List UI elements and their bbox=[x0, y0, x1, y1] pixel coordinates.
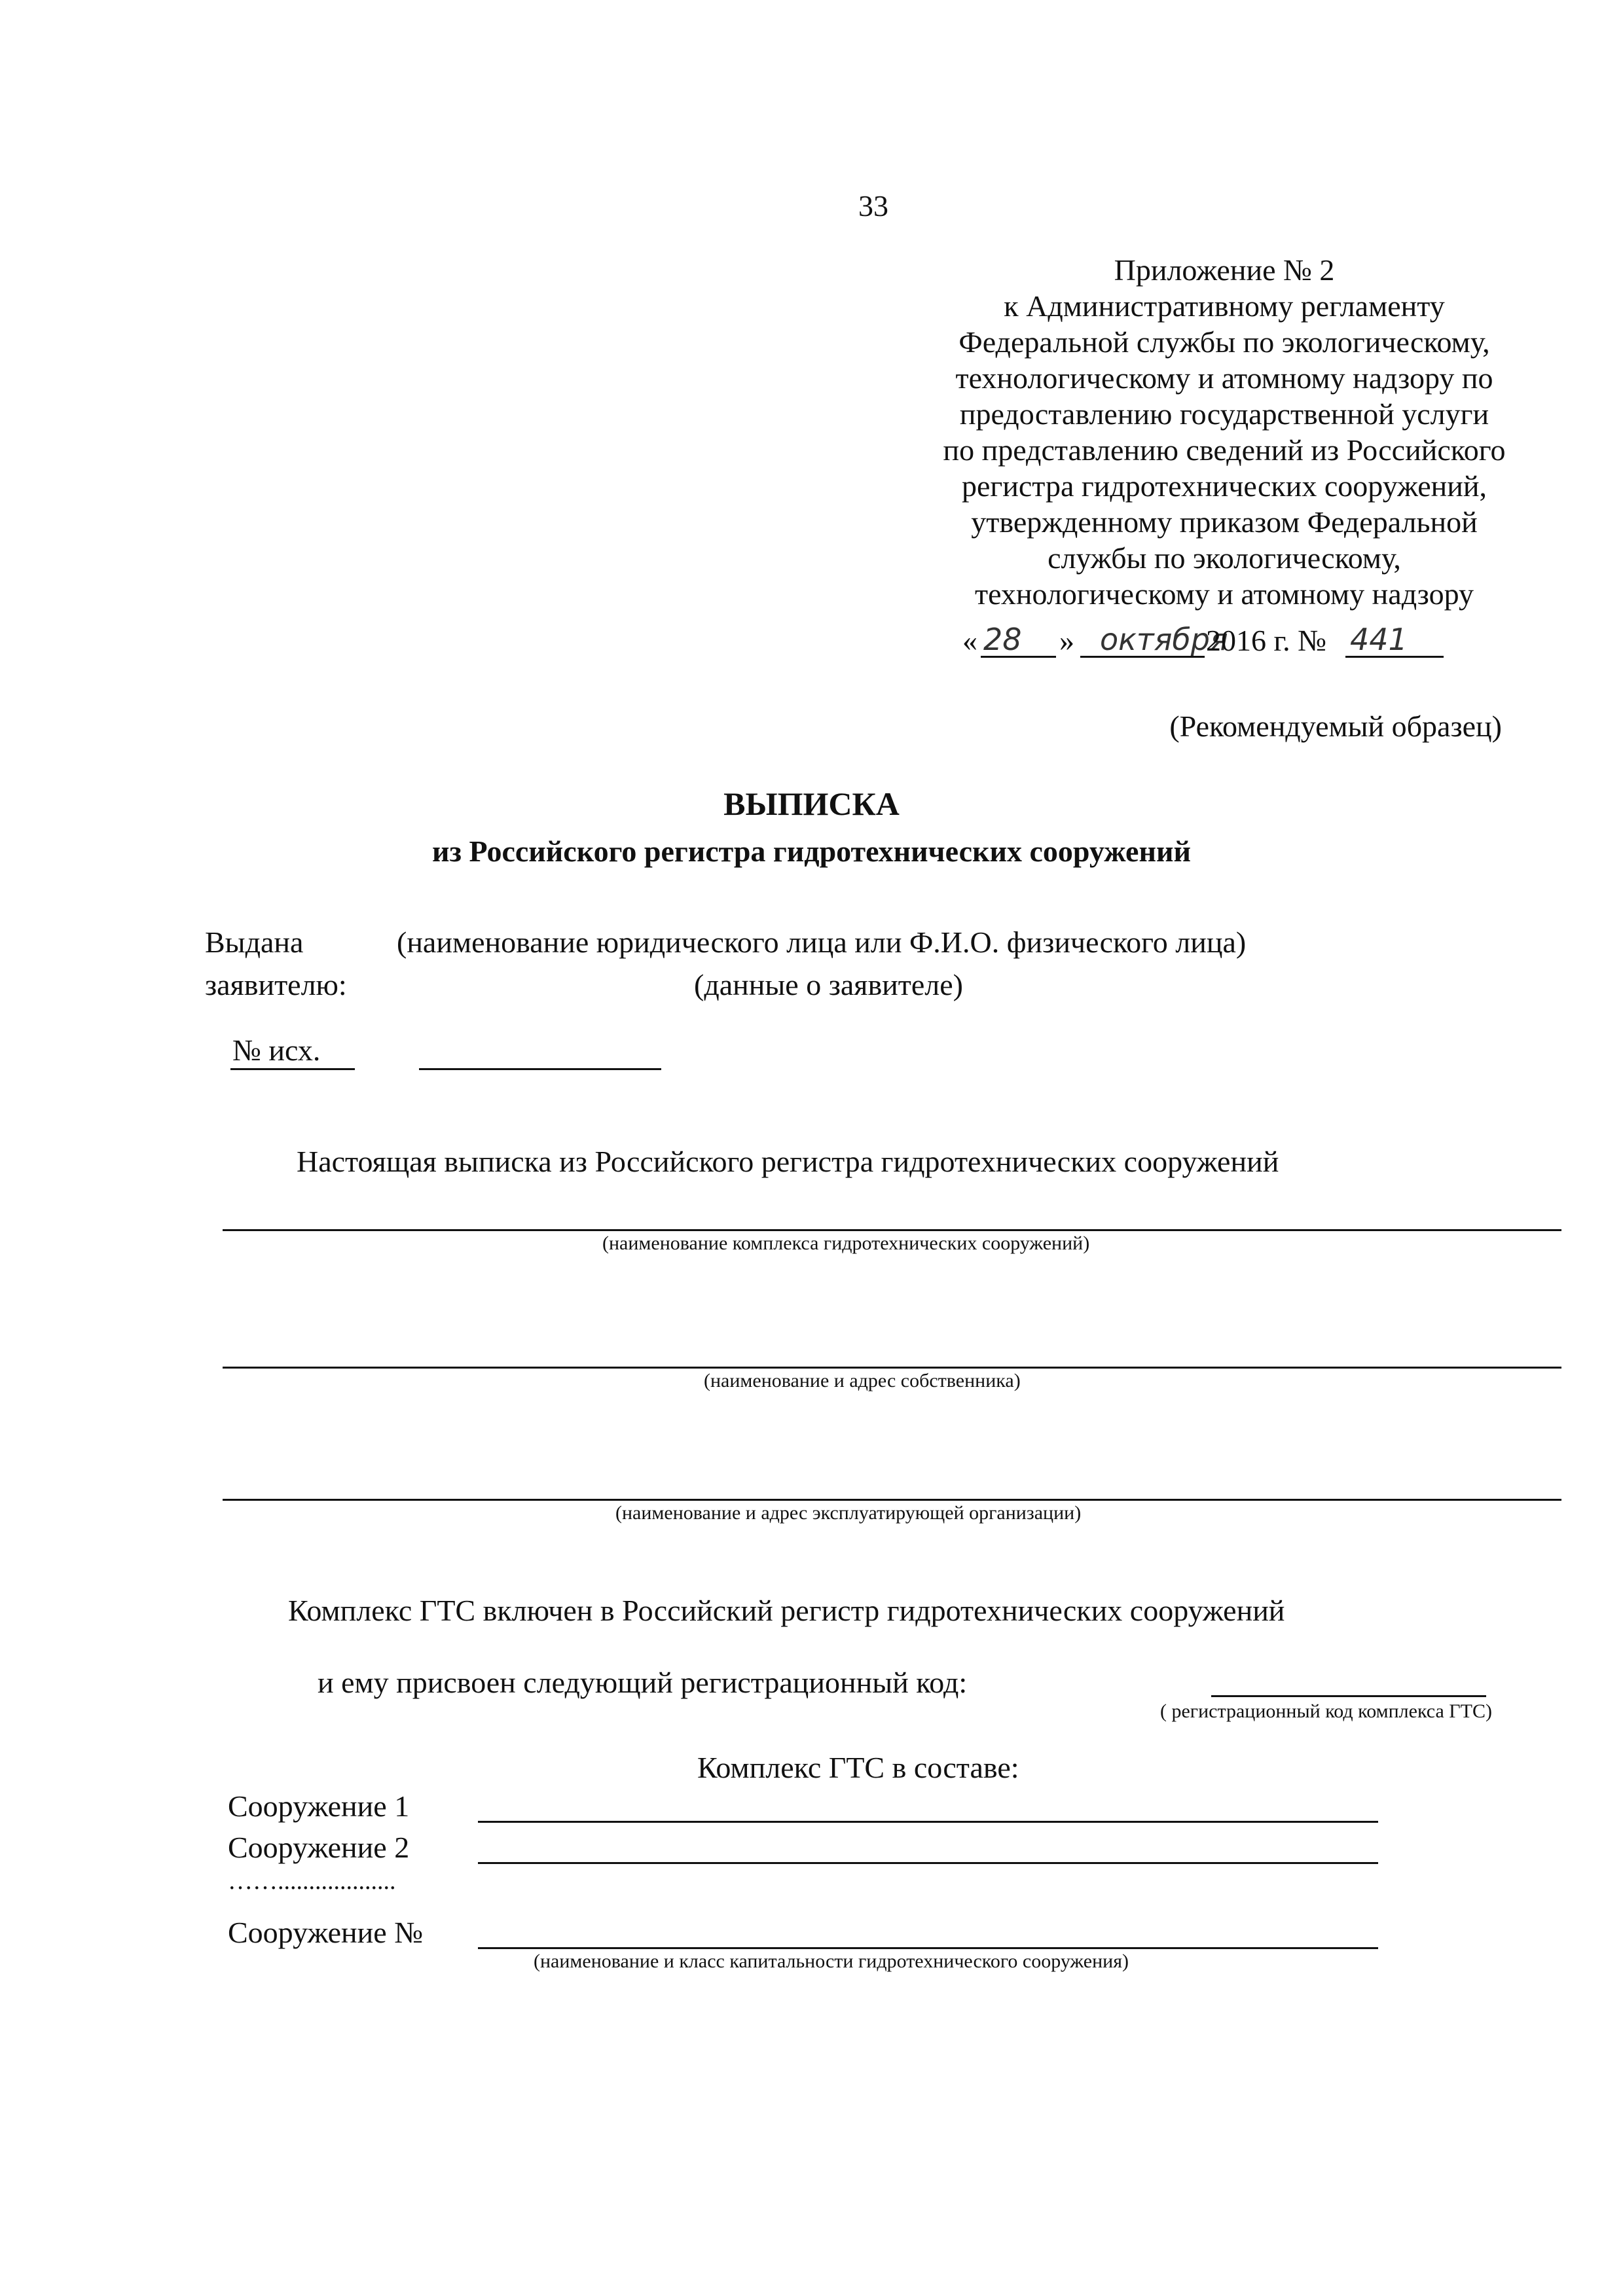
appendix-line: предоставлению государственной услуги bbox=[959, 397, 1489, 431]
document-subtitle: из Российского регистра гидротехнических сооружений bbox=[432, 834, 1191, 868]
appendix-line: по представлению сведений из Российского bbox=[943, 433, 1506, 467]
handwritten-order-number: 441 bbox=[1350, 622, 1408, 657]
date-close-quote: » bbox=[1059, 624, 1074, 657]
handwritten-day: 28 bbox=[983, 622, 1022, 657]
document-title: ВЫПИСКА bbox=[723, 785, 900, 822]
appendix-line: технологическому и атомному надзору по bbox=[955, 361, 1493, 395]
appendix-header bbox=[913, 252, 1535, 612]
order-number-underline bbox=[1345, 656, 1444, 658]
structure-1-field bbox=[478, 1821, 1378, 1823]
day-underline bbox=[981, 656, 1056, 658]
inclusion-text-line1: Комплекс ГТС включен в Российский регистр гидротехнических сооружений bbox=[288, 1594, 1285, 1627]
owner-field bbox=[223, 1367, 1561, 1369]
structure-1-label: Сооружение 1 bbox=[228, 1789, 410, 1823]
structure-2-label: Сооружение 2 bbox=[228, 1831, 410, 1864]
appendix-line: регистра гидротехнических сооружений, bbox=[961, 469, 1487, 503]
appendix-line: утвержденному приказом Федеральной bbox=[971, 505, 1478, 539]
operator-field bbox=[223, 1499, 1561, 1501]
outgoing-number-label: № исх. bbox=[232, 1033, 321, 1067]
structure-ellipsis: ……................... bbox=[228, 1867, 396, 1895]
inclusion-text-line2: и ему присвоен следующий регистрационный код: bbox=[318, 1666, 968, 1699]
issued-label-line1: Выдана bbox=[205, 925, 304, 959]
issued-label-line2: заявителю: bbox=[205, 968, 347, 1001]
structure-caption: (наименование и класс капитальности гидротехнического сооружения) bbox=[534, 1950, 1129, 1972]
date-year: 2016 г. № bbox=[1206, 624, 1327, 657]
owner-caption: (наименование и адрес собственника) bbox=[704, 1370, 1021, 1391]
month-underline bbox=[1080, 656, 1205, 658]
appendix-line: Федеральной службы по экологическому, bbox=[958, 325, 1490, 359]
structure-n-label: Сооружение № bbox=[228, 1916, 424, 1949]
operator-caption: (наименование и адрес эксплуатирующей организации) bbox=[615, 1502, 1082, 1524]
reg-code-field bbox=[1211, 1695, 1486, 1697]
page-number: 33 bbox=[858, 189, 888, 223]
composition-heading: Комплекс ГТС в составе: bbox=[697, 1751, 1019, 1784]
appendix-line: Приложение № 2 bbox=[1114, 253, 1335, 287]
applicant-name-placeholder: (наименование юридического лица или Ф.И.О. физического лица) bbox=[397, 925, 1247, 959]
structure-n-field bbox=[478, 1947, 1378, 1949]
outgoing-number-field bbox=[419, 1068, 661, 1070]
reg-code-caption: ( регистрационный код комплекса ГТС) bbox=[1160, 1700, 1492, 1722]
appendix-line: технологическому и атомному надзору bbox=[975, 577, 1474, 611]
structure-2-field bbox=[478, 1862, 1378, 1864]
complex-name-caption: (наименование комплекса гидротехнических сооружений) bbox=[602, 1232, 1090, 1254]
outgoing-number-label-underline bbox=[230, 1068, 355, 1070]
date-open-quote: « bbox=[962, 624, 977, 657]
appendix-line: службы по экологическому, bbox=[1048, 541, 1401, 575]
order-date-line bbox=[962, 622, 1473, 661]
applicant-data-placeholder: (данные о заявителе) bbox=[694, 968, 963, 1001]
complex-name-field bbox=[223, 1229, 1561, 1231]
handwritten-month: октября bbox=[1100, 622, 1228, 657]
sample-note: (Рекомендуемый образец) bbox=[1169, 709, 1502, 743]
body-intro: Настоящая выписка из Российского регистра гидротехнических сооружений bbox=[297, 1145, 1279, 1178]
appendix-line: к Административному регламенту bbox=[1004, 289, 1445, 323]
